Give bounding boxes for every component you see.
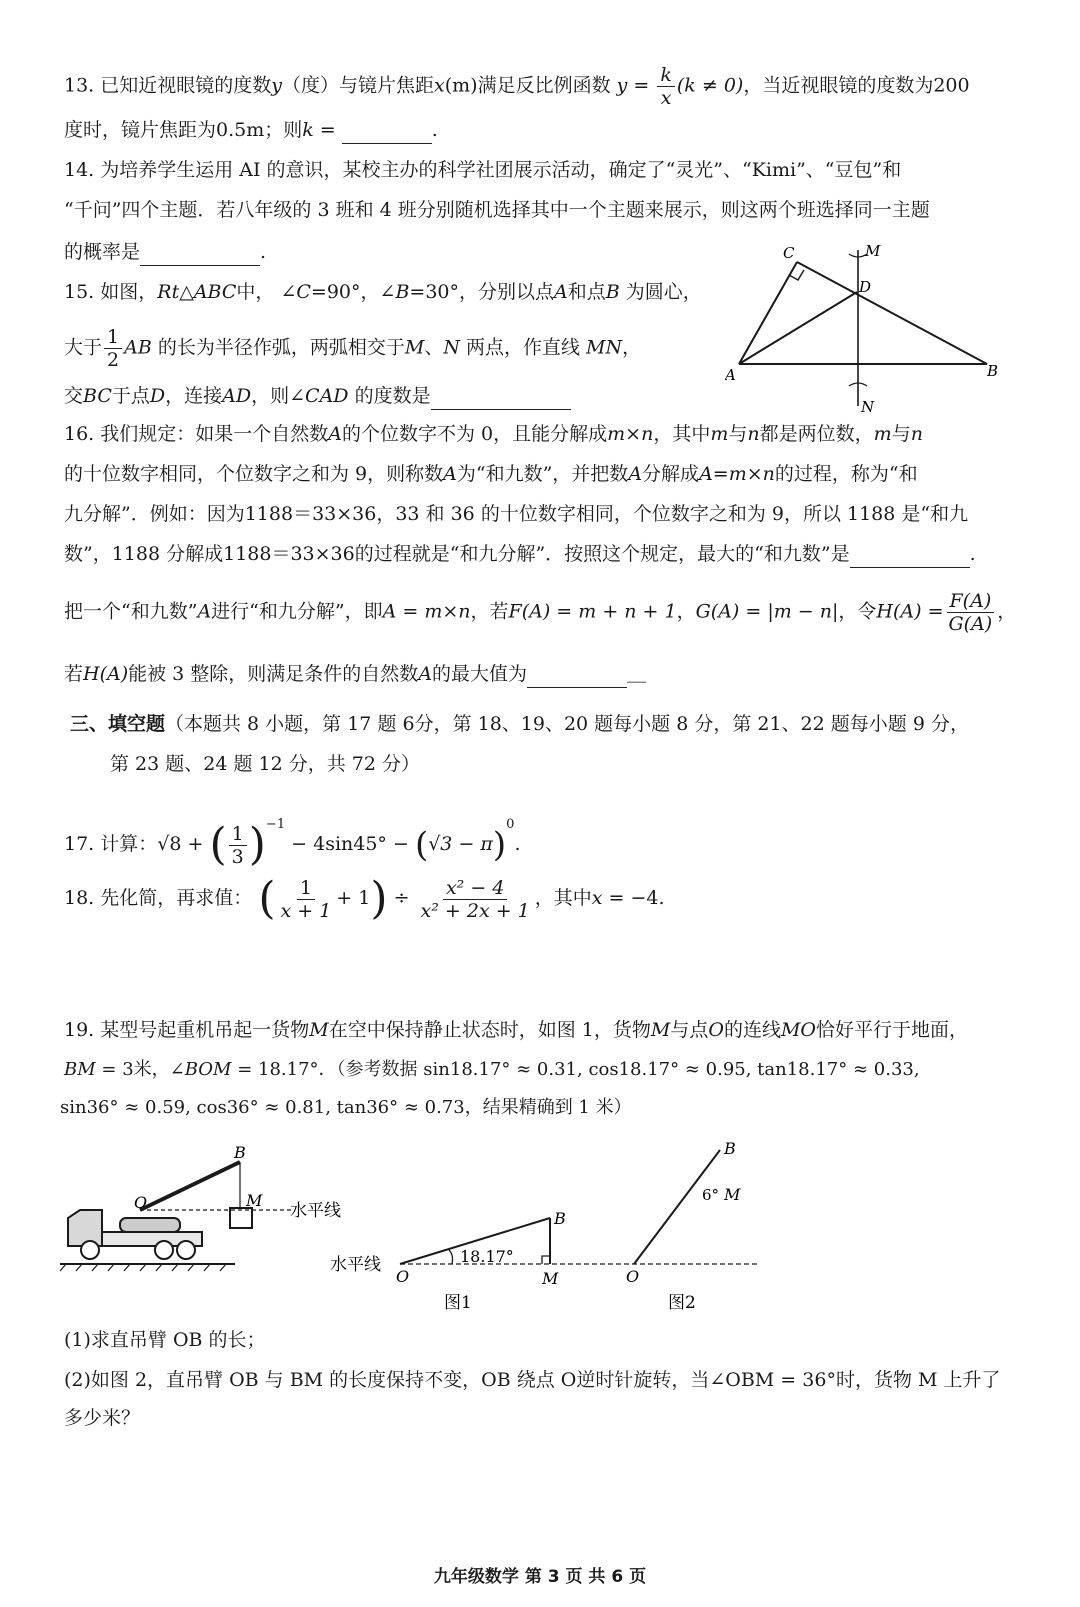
fraction-one-third [229,823,247,868]
label-angle: 18.17° [460,1247,514,1266]
fraction-k-over-x [657,64,675,109]
var: M [309,1019,329,1041]
division-sign: ÷ [393,887,410,909]
q14-line1: 14. 为培养学生运用 AI 的意识，某校主办的科学社团展示活动，确定了“灵光”、“Kimi”、“豆包”和 [64,159,902,181]
q15-triangle-figure [725,240,1015,420]
label-horizon: 水平线 [290,1201,341,1221]
segment-CB [797,262,987,364]
var: M [404,336,425,359]
text: ，则∠ [251,385,306,407]
text: 中， ∠ [236,281,297,303]
segment-AC [739,262,797,364]
text: ， [676,600,696,623]
var: A [418,663,433,685]
denominator: 2 [107,349,120,371]
q18-line [64,870,665,926]
q19-part2-line2: 多少米？ [64,1407,141,1429]
text: 的个位数字不为 0，且能分解成 [342,423,608,445]
label-D: D [859,278,872,296]
truck-tank [120,1218,180,1232]
crane-arm [140,1162,240,1210]
label-B: B [554,1209,566,1228]
var: MO [780,1019,816,1041]
var: A [328,423,342,445]
var: AD [222,385,252,407]
answer-blank[interactable] [527,665,627,688]
text: ， [622,336,642,359]
text: 的连线 [723,1019,781,1041]
q19-line3: sin36° ≈ 0.59, cos36° ≈ 0.81, tan36° ≈ 0.73，结果精确到 1 米） [60,1097,632,1118]
var: A [443,463,457,485]
fraction-F-over-G [946,590,996,635]
fraction-quadratic [418,877,533,922]
label-M: M [246,1191,263,1210]
equation: G(A) = |m − n| [695,600,839,623]
var: m×n [607,423,654,445]
equation: F(A) = m + n + 1 [508,600,677,623]
text: 若 [64,663,84,685]
q15-line3 [64,382,571,410]
q19-line1 [64,1016,968,1044]
sqrt8: √8 [157,833,182,855]
text: ，其中 [534,887,592,909]
label-horizon: 水平线 [330,1255,381,1275]
text: 的过程，称为“和 [774,463,918,485]
label-O: O [134,1193,148,1212]
q19-part2-line1: (2)如图 2，直吊臂 OB 与 BM 的长度保持不变，OB 绕点 O逆时针旋转，当∠OBM = 36°时，货物 M 上升了 [64,1369,1001,1391]
q16-line3: 九分解”．例如：因为1188＝33×36，33 和 36 的十位数字相同，个位数字之和为 9，所以 1188 是“和九 [64,503,969,525]
section-title: 三、填空题 [70,713,166,735]
var: A [699,463,713,485]
text: 两点，作直线 [459,336,587,359]
text: =30°，分别以点 [409,281,555,303]
text: 和点 [567,281,606,303]
denominator: G(A) [948,613,993,635]
figure-2-diagram [634,1150,720,1264]
text: = 3米， [95,1059,170,1080]
text: = 18.17°．（参考数据 sin18.17° ≈ 0.31, cos18.17° ≈ 0.95, tan18.17° ≈ 0.33, [231,1059,920,1080]
text: 15. 如图， [64,281,158,303]
q14-line2: “千问”四个主题．若八年级的 3 班和 4 班分别随机选择其中一个主题来展示，则这两个班选择同一主题 [64,199,930,221]
q19-figures [60,1138,820,1328]
text: 18. 先化简，再求值： [64,887,253,909]
answer-blank[interactable] [140,243,260,266]
var: B [605,281,620,303]
text: ＿ [627,663,647,685]
text: 于点 [111,385,150,407]
text: 与 [891,423,911,445]
label-C: C [783,244,795,262]
var: A [628,463,643,485]
var-k: k [302,119,314,141]
label-M: M [542,1269,559,1288]
text: . [260,241,267,263]
truck-cab [68,1210,102,1246]
paren-open: ( [209,819,227,870]
angle-arc [448,1249,453,1264]
answer-blank[interactable] [342,121,432,144]
text: （本题共 8 小题，第 17 题 6分，第 18、19、20 题每小题 8 分，第 21、22 题每小题 9 分， [165,713,969,735]
q14-line3 [64,238,266,266]
text: ， [997,600,1017,623]
section-three-line2: 第 23 题、24 题 12 分，共 72 分） [110,753,420,775]
q16-line6 [64,660,646,688]
paren-open: ( [258,873,276,924]
text: 能被 3 整除，则满足条件的自然数 [128,663,419,685]
text: 19. 某型号起重机吊起一货物 [64,1019,310,1041]
q15-line2 [64,326,641,371]
numerator: F(A) [947,590,995,613]
text: （度）与镜片焦距 [282,74,435,97]
text: + 1 [336,887,371,909]
var: M [650,1019,671,1041]
fraction-1-over-x1 [277,877,334,922]
paren-close: ) [248,819,266,870]
caption-fig2: 图2 [668,1293,696,1313]
figure-1-diagram [400,1218,760,1264]
var: AB [124,336,152,359]
text: 度时，镜片焦距为0.5m；则 [64,119,303,141]
text: = [712,463,729,485]
text: 的概率是 [64,241,141,263]
text: 17. 计算： [64,833,158,855]
cargo-box [230,1208,252,1228]
eq-y: y = [616,74,650,97]
label-N: N [861,398,875,416]
text: 数”，1188 分解成1188＝33×36的过程就是“和九分解”．按照这个规定，最大的“和九数”是 [64,543,850,565]
q19-part1: (1)求直吊臂 OB 的长； [64,1329,266,1351]
var: A [197,600,212,623]
var: A [554,281,568,303]
var: CAD [305,385,349,407]
label-angle: 6° [702,1186,720,1204]
q17-line [64,800,520,869]
numerator: x² − 4 [443,877,507,900]
var: BC [83,385,112,407]
label-B: B [724,1139,736,1158]
wheel [81,1241,99,1259]
text: =90°，∠ [310,281,396,303]
var: D [149,385,166,407]
text: = −4. [602,887,665,909]
wheel [155,1241,173,1259]
paren-close: ) [370,873,388,924]
numerator: 1 [229,823,247,846]
text: + [187,833,204,855]
var: BM [64,1059,96,1080]
text: 与点 [670,1019,709,1041]
text: 大于 [64,336,103,359]
text: ，连接 [165,385,223,407]
answer-blank[interactable] [431,387,571,410]
text: 交 [64,385,84,407]
text: . [514,833,521,855]
wheel [177,1241,195,1259]
equation: H(A) = [876,600,944,623]
expr: √3 − π [428,833,493,855]
text: ，若 [470,600,509,623]
text: 13. 已知近视眼镜的度数 [64,74,272,97]
paren-close: ) [492,825,507,865]
text: . [969,543,976,565]
text: 的长为半径作弧，两弧相交于 [151,336,405,359]
var: m [873,423,892,445]
text: 的度数是 [348,385,431,407]
var: MN [586,336,623,359]
var: H(A) [83,663,129,685]
right-angle-mark [542,1256,550,1264]
label-B: B [987,362,999,380]
text: 为圆心， [619,281,702,303]
label-O: O [626,1267,640,1286]
var: n [747,423,760,445]
q16-line5 [64,590,1016,635]
text: 、 [424,336,444,359]
page-footer: 九年级数学 第 3 页 共 6 页 [433,1567,647,1587]
equation: A = m×n [382,600,471,623]
text: − 4sin45° − [291,833,409,855]
text: 分解成 [642,463,700,485]
fraction-half [104,326,122,371]
caption-fig1: 图1 [444,1293,472,1313]
q13-line2 [64,116,438,144]
paren-open: ( [414,825,429,865]
label-M: M [865,242,881,260]
text: ，当近视眼镜的度数为200 [743,74,970,97]
text: (m)满足反比例函数 [444,74,611,97]
text: 恰好平行于地面， [815,1019,968,1041]
text: ，令 [838,600,877,623]
var: N [443,336,460,359]
triangle: Rt△ABC [157,281,237,303]
label-B: B [234,1143,246,1162]
denominator: x² + 2x + 1 [420,899,530,922]
denominator: x + 1 [280,899,332,922]
var-y: y [271,74,282,97]
label-A: A [725,366,736,384]
var-x: x [434,74,445,97]
var: n [910,423,923,445]
numerator: 1 [297,877,315,900]
text: 在空中保持静止状态时，如图 1，货物 [328,1019,651,1041]
var: ∠BOM [169,1059,232,1080]
crane-truck-illustration [60,1162,292,1271]
exponent: −1 [265,817,286,832]
condition: (k ≠ 0) [676,74,744,97]
q19-line2 [64,1056,920,1084]
exponent: 0 [506,817,515,832]
text: ，其中 [653,423,711,445]
text: . [431,119,438,141]
q16-line1 [64,420,923,448]
q15-line1 [64,278,702,306]
text: 把一个“和九数” [64,600,198,623]
var: C [296,281,311,303]
label-M: M [724,1185,741,1204]
text: = [313,119,342,141]
var: x [591,887,603,909]
var: m [710,423,729,445]
ground-hatch [60,1264,226,1271]
numerator: 1 [104,326,122,349]
text: 与 [728,423,748,445]
q16-line4 [64,540,976,568]
denominator: x [660,87,672,109]
var: B [395,281,410,303]
denominator: 3 [231,845,244,868]
text: 进行“和九分解”，即 [211,600,383,623]
segment-OB [634,1150,720,1264]
q16-line2 [64,460,918,488]
text: 的最大值为 [432,663,528,685]
numerator: k [657,64,675,87]
segment-AD [739,292,857,364]
section-three-line1 [70,710,969,738]
text: 16. 我们规定：如果一个自然数 [64,423,329,445]
text: 都是两位数， [759,423,874,445]
label-O: O [396,1267,410,1286]
var: m×n [728,463,775,485]
text: 的十位数字相同，个位数字之和为 9，则称数 [64,463,444,485]
text: 为“和九数”，并把数 [456,463,629,485]
var: O [708,1019,724,1041]
answer-blank[interactable] [850,545,970,568]
q13-line1 [64,64,970,109]
